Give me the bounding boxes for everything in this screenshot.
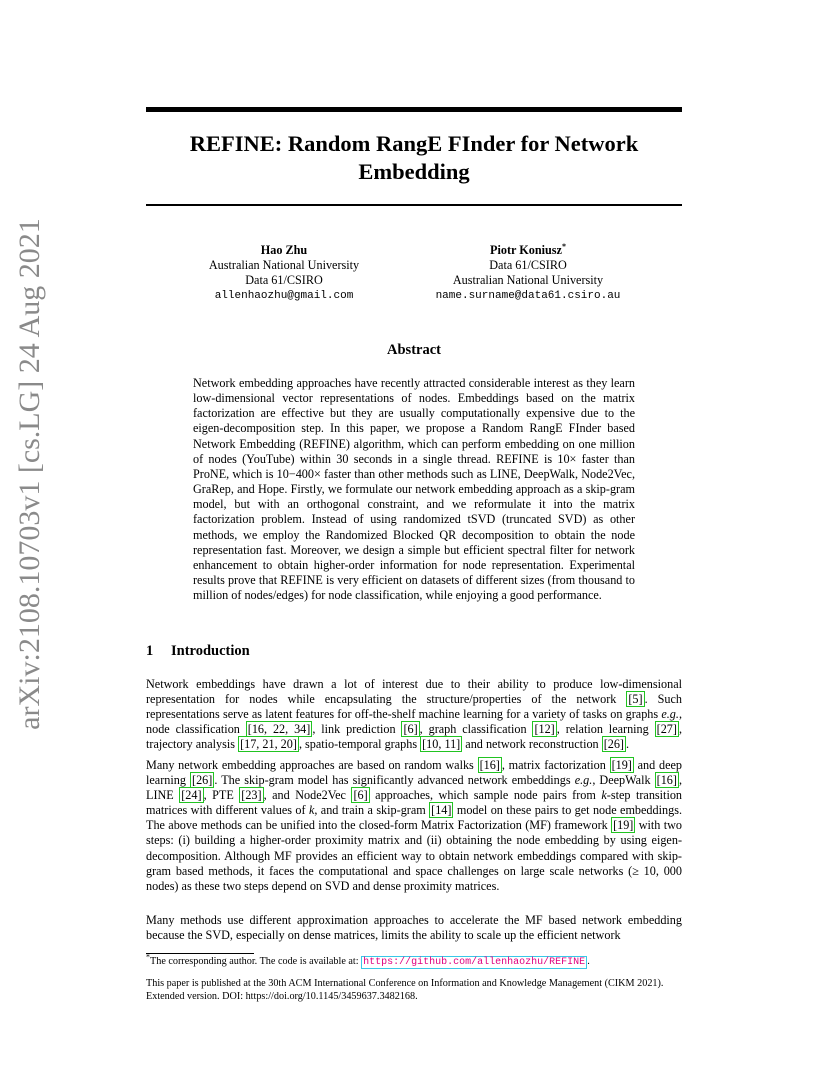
corresponding-mark: * xyxy=(561,241,566,251)
footnote-mark: * xyxy=(146,952,150,962)
section-number: 1 xyxy=(146,643,154,659)
author-name xyxy=(414,243,642,258)
citation-link[interactable]: [6] xyxy=(353,788,368,803)
citation-link[interactable]: [6] xyxy=(403,722,418,737)
text: , link prediction xyxy=(312,722,402,737)
text: , LINE xyxy=(146,773,683,803)
citation-link[interactable]: [16, 22, 34] xyxy=(247,722,311,737)
paper-title-line1: REFINE: Random RangE FInder for Network xyxy=(189,131,639,156)
footnote-text: The corresponding author. The code is available at: xyxy=(150,956,362,967)
text: , spatio-temporal graphs xyxy=(298,737,421,752)
citation-link[interactable]: [17, 21, 20] xyxy=(240,737,297,752)
title-top-rule xyxy=(146,107,682,112)
paper-title-line2: Embedding xyxy=(358,159,470,184)
intro-paragraph-2 xyxy=(146,758,682,894)
text: , node classification xyxy=(146,707,682,737)
text: , DeepWalk xyxy=(592,773,655,788)
citation-link[interactable]: [16] xyxy=(656,773,677,788)
citation-link[interactable]: [14] xyxy=(431,803,452,818)
text: , matrix factorization xyxy=(501,758,610,772)
author-email: allenhaozhu@gmail.com xyxy=(214,289,354,302)
citation-link[interactable]: [16] xyxy=(479,758,500,772)
text: and deep learning xyxy=(146,758,682,788)
author-name-text: Piotr Koniusz xyxy=(490,243,562,257)
citation-link[interactable]: [19] xyxy=(611,758,632,772)
citation-link[interactable]: [24] xyxy=(181,788,202,803)
citation-link[interactable]: [12] xyxy=(534,722,555,737)
text: , and train a skip-gram xyxy=(314,803,430,818)
text: . The skip-gram model has significantly advanced network embeddings xyxy=(214,773,575,788)
author-block-2 xyxy=(414,243,642,304)
footnote-rule xyxy=(146,953,254,954)
author-affiliation: Data 61/CSIRO xyxy=(489,258,567,273)
arxiv-sidebar-id: arXiv:2108.10703v1 [cs.LG] 24 Aug 2021 xyxy=(13,218,46,730)
publication-note: This paper is published at the 30th ACM International Conference on Information and Knowledge Management (CIKM 2021). Extended version. DOI: https://doi.org/10.1145/3459637.3482168. xyxy=(146,978,664,1003)
text: e.g. xyxy=(574,773,593,788)
footnote-end: . xyxy=(587,956,590,967)
text: . xyxy=(626,737,630,752)
citation-link[interactable]: [19] xyxy=(613,818,634,833)
text: with two steps: (i) building a higher-order proximity matrix and (ii) obtaining the node embedding by using eigen-decomposition. Although MF provides an efficient way to obtain network embeddings compared with skip-gram based methods, it faces the computational and space challenges on large scale networks (≥ 10, 000 nodes) as these two steps depend on SVD and dense proximity matrices. xyxy=(146,818,682,893)
citation-link[interactable]: [26] xyxy=(192,773,213,788)
citation-link[interactable]: [5] xyxy=(628,692,643,707)
author-email: name.surname@data61.csiro.au xyxy=(435,289,621,302)
author-affiliation: Australian National University xyxy=(208,258,360,273)
intro-paragraph-3: Many methods use different approximation approaches to accelerate the MF based network embedding because the SVD, especially on dense matrices, limits the ability to scale up the efficient network xyxy=(146,913,682,943)
text: approaches, which sample node pairs from xyxy=(369,788,602,803)
math-variable: k xyxy=(308,803,315,818)
author-name: Hao Zhu xyxy=(260,243,308,257)
text: . Such representations serve as latent features for off-the-shelf machine learning for a variety of tasks on graphs xyxy=(146,692,682,722)
text: , graph classification xyxy=(419,722,533,737)
section-heading xyxy=(146,643,250,660)
text: Many network embedding approaches are based on random walks xyxy=(146,758,478,772)
text: e.g. xyxy=(661,707,679,722)
text: Network embeddings have drawn a lot of interest due to their ability to produce low-dimensional representation for nodes while encapsulating the structure/properties of the network xyxy=(146,677,682,707)
code-url-link[interactable]: https://github.com/allenhaozhu/REFINE xyxy=(363,957,586,968)
text: , relation learning xyxy=(556,722,655,737)
citation-link[interactable]: [10, 11] xyxy=(422,737,461,752)
abstract-heading: Abstract xyxy=(387,342,441,358)
abstract-text: Network embedding approaches have recently attracted considerable interest as they learn low-dimensional vector representations of nodes. Embeddings based on the matrix factorization are effective but they are usually computationally expensive due to the eigen-decomposition step. In this paper, we propose a Random RangE FInder based Network Embedding (REFINE) algorithm, which can perform embedding on one million of nodes (YouTube) within 30 seconds in a single thread. REFINE is 10× faster than ProNE, which is 10−400× faster than other methods such as LINE, DeepWalk, Node2Vec, GraRep, and Hope. Firstly, we formulate our network embedding approach as a skip-gram model, but with an orthogonal constraint, and we reformulate it into the matrix factorization problem. Instead of using randomized tSVD (truncated SVD) as other methods, we employ the Randomized Blocked QR decomposition to obtain the node representation fast. Moreover, we design a simple but efficient spectral filter for network enhancement to obtain higher-order information for node representation. Experimental results prove that REFINE is very efficient on datasets of different sizes (from thousand to million of nodes/edges) for node classification, while enjoying a good performance. xyxy=(193,376,635,603)
footnote xyxy=(146,952,682,969)
text: and network reconstruction xyxy=(462,737,602,752)
title-bottom-rule xyxy=(146,204,682,206)
citation-link[interactable]: [27] xyxy=(656,722,677,737)
text: , and Node2Vec xyxy=(263,788,352,803)
section-title: Introduction xyxy=(171,643,250,659)
text: , PTE xyxy=(203,788,240,803)
citation-link[interactable]: [23] xyxy=(241,788,262,803)
paper-title xyxy=(146,130,682,186)
author-affiliation: Australian National University xyxy=(452,273,604,288)
intro-paragraph-1 xyxy=(146,677,682,752)
author-block-1 xyxy=(186,243,382,304)
author-affiliation: Data 61/CSIRO xyxy=(245,273,323,288)
citation-link[interactable]: [26] xyxy=(603,737,624,752)
text: model on these pairs to get node embeddings. The above methods can be unified into the closed-form Matrix Factorization (MF) framework xyxy=(146,803,682,833)
text: , trajectory analysis xyxy=(146,722,682,752)
math-variable: k xyxy=(601,788,607,803)
text: -step transition matrices with different values of xyxy=(146,788,683,818)
